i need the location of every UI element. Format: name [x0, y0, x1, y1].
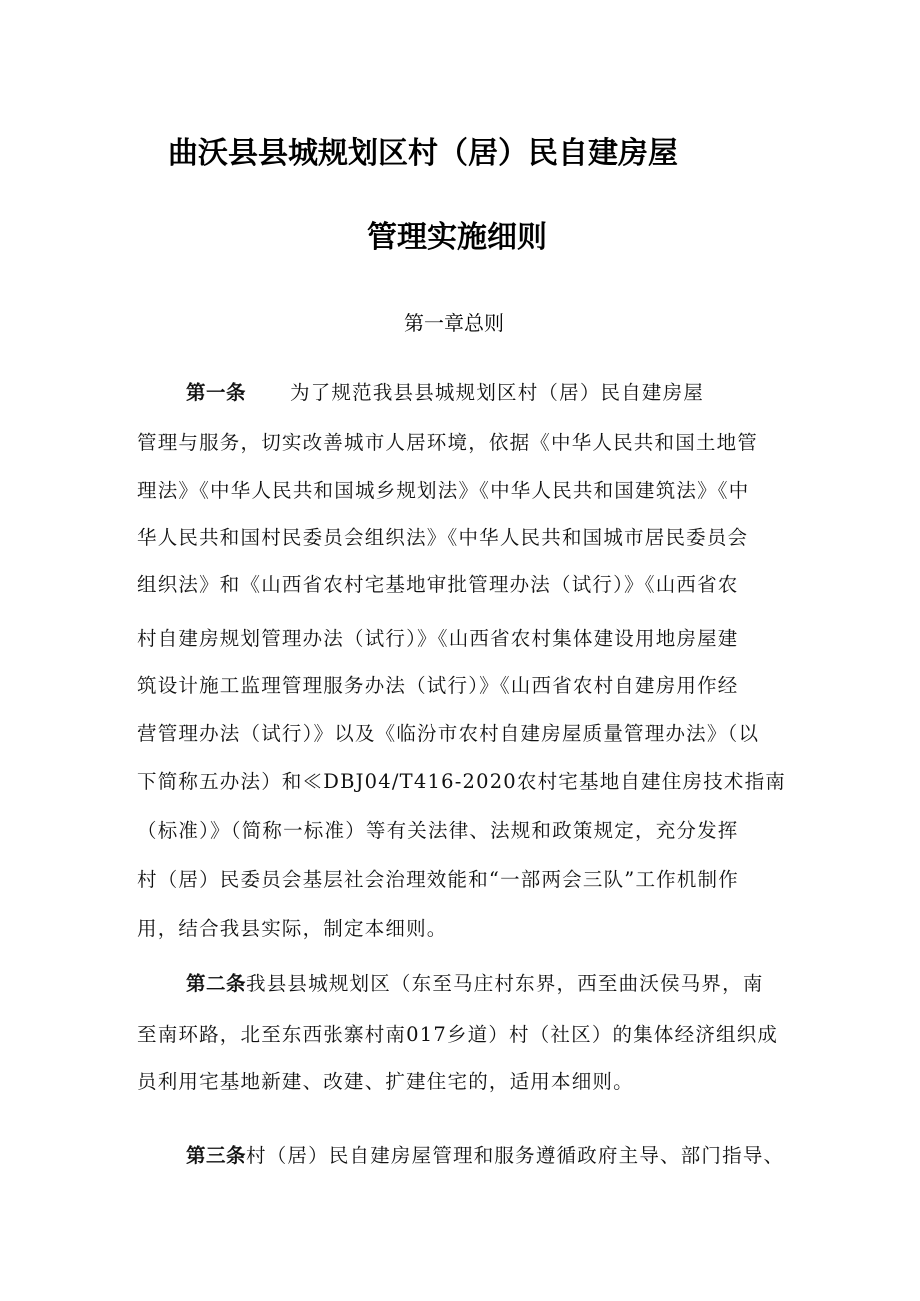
article-3-line-1: 村（居）民自建房屋管理和服务遵循政府主导、部门指导、	[246, 1144, 785, 1167]
article-3-first-line	[186, 1140, 784, 1168]
article-1-line-2: 管理与服务，切实改善城市人居环境，依据《中华人民共和国土地管	[137, 431, 759, 454]
article-1-line-1: 为了规范我县县城规划区村（居）民自建房屋	[290, 381, 705, 404]
article-2-first-line	[186, 968, 764, 996]
article-1-first-line	[186, 377, 704, 405]
article-1-line-10: （标准）》（简称一标准）等有关法律、法规和政策规定，充分发挥	[137, 819, 739, 842]
article-3-label: 第三条	[186, 1144, 247, 1167]
article-1-line-11: 村（居）民委员会基层社会治理效能和“一部两会三队”工作机制作	[137, 868, 739, 891]
article-1-line-3: 理法》《中华人民共和国城乡规划法》《中华人民共和国建筑法》《中	[137, 479, 750, 502]
article-1-line-5: 组织法》和《山西省农村宅基地审批管理办法（试行）》《山西省农	[137, 573, 739, 596]
article-2-line-1: 我县县城规划区（东至马庄村东界，西至曲沃侯马界，南	[246, 972, 764, 995]
article-1-line-8: 营管理办法（试行）》以及《临汾市农村自建房屋质量管理办法》（以	[137, 722, 760, 745]
article-2-line-2: 至南环路，北至东西张寨村南017乡道）村（社区）的集体经济组织成	[137, 1023, 779, 1046]
document-title-line-2: 管理实施细则	[367, 220, 547, 255]
article-1-line-7: 筑设计施工监理管理服务办法（试行）》《山西省农村自建房用作经	[137, 674, 739, 697]
article-1-line-6: 村自建房规划管理办法（试行）》《山西省农村集体建设用地房屋建	[137, 627, 739, 650]
chapter-heading: 第一章总则	[404, 311, 504, 335]
article-2-line-3: 员利用宅基地新建、改建、扩建住宅的，适用本细则。	[137, 1070, 634, 1093]
article-1-line-12: 用，结合我县实际，制定本细则。	[137, 917, 448, 940]
article-1-line-4: 华人民共和国村民委员会组织法》《中华人民共和国城市居民委员会	[137, 526, 749, 549]
document-title-line-1: 曲沃县县城规划区村（居）民自建房屋	[168, 136, 678, 171]
article-2-label: 第二条	[186, 972, 247, 995]
article-1-line-9: 下简称五办法）和≪DBJ04/T416-2020农村宅基地自建住房技术指南	[137, 770, 787, 793]
article-1-label: 第一条	[186, 381, 247, 404]
